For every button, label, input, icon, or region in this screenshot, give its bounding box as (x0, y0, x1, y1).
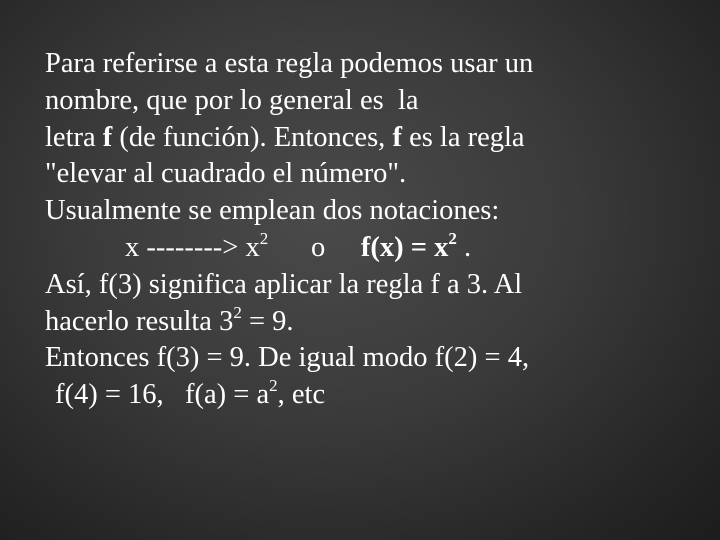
text-segment: hacerlo resulta 3 (45, 305, 234, 337)
text-line-10 (45, 377, 695, 414)
exponent: 2 (233, 302, 242, 322)
text-segment: , etc (277, 379, 326, 411)
notation-line (45, 230, 695, 267)
arrow-notation: x --------> x (125, 231, 260, 263)
text-line-5: Usualmente se emplean dos notaciones: (45, 195, 500, 227)
text-line-4: "elevar al cuadrado el número". (45, 158, 407, 190)
text-segment: f(4) = 16, f(a) = a (55, 379, 270, 411)
exponent: 2 (259, 228, 269, 248)
text-segment: es la regla (401, 121, 525, 153)
text-line-7: Así, f(3) significa aplicar la regla f a 3. Al (45, 268, 523, 300)
text-line-2: nombre, que por lo general es la (45, 84, 419, 116)
text-line-1: Para referirse a esta regla podemos usar un (45, 48, 534, 79)
function-symbol-f: f (392, 121, 402, 153)
text-segment: o (268, 231, 361, 263)
text-segment: letra (45, 121, 103, 153)
exponent: 2 (269, 376, 278, 396)
slide-text-body (45, 46, 695, 414)
text-line-9: Entonces f(3) = 9. De igual modo f(2) = 4, (45, 342, 530, 374)
text-line-3 (45, 120, 695, 157)
text-segment: (de función). Entonces, (112, 121, 393, 153)
text-segment: . (456, 231, 472, 263)
function-notation: f(x) = x (360, 231, 449, 263)
exponent: 2 (448, 228, 457, 248)
function-symbol-f: f (102, 121, 113, 153)
text-segment: = 9. (241, 305, 294, 337)
text-line-8 (45, 304, 695, 341)
